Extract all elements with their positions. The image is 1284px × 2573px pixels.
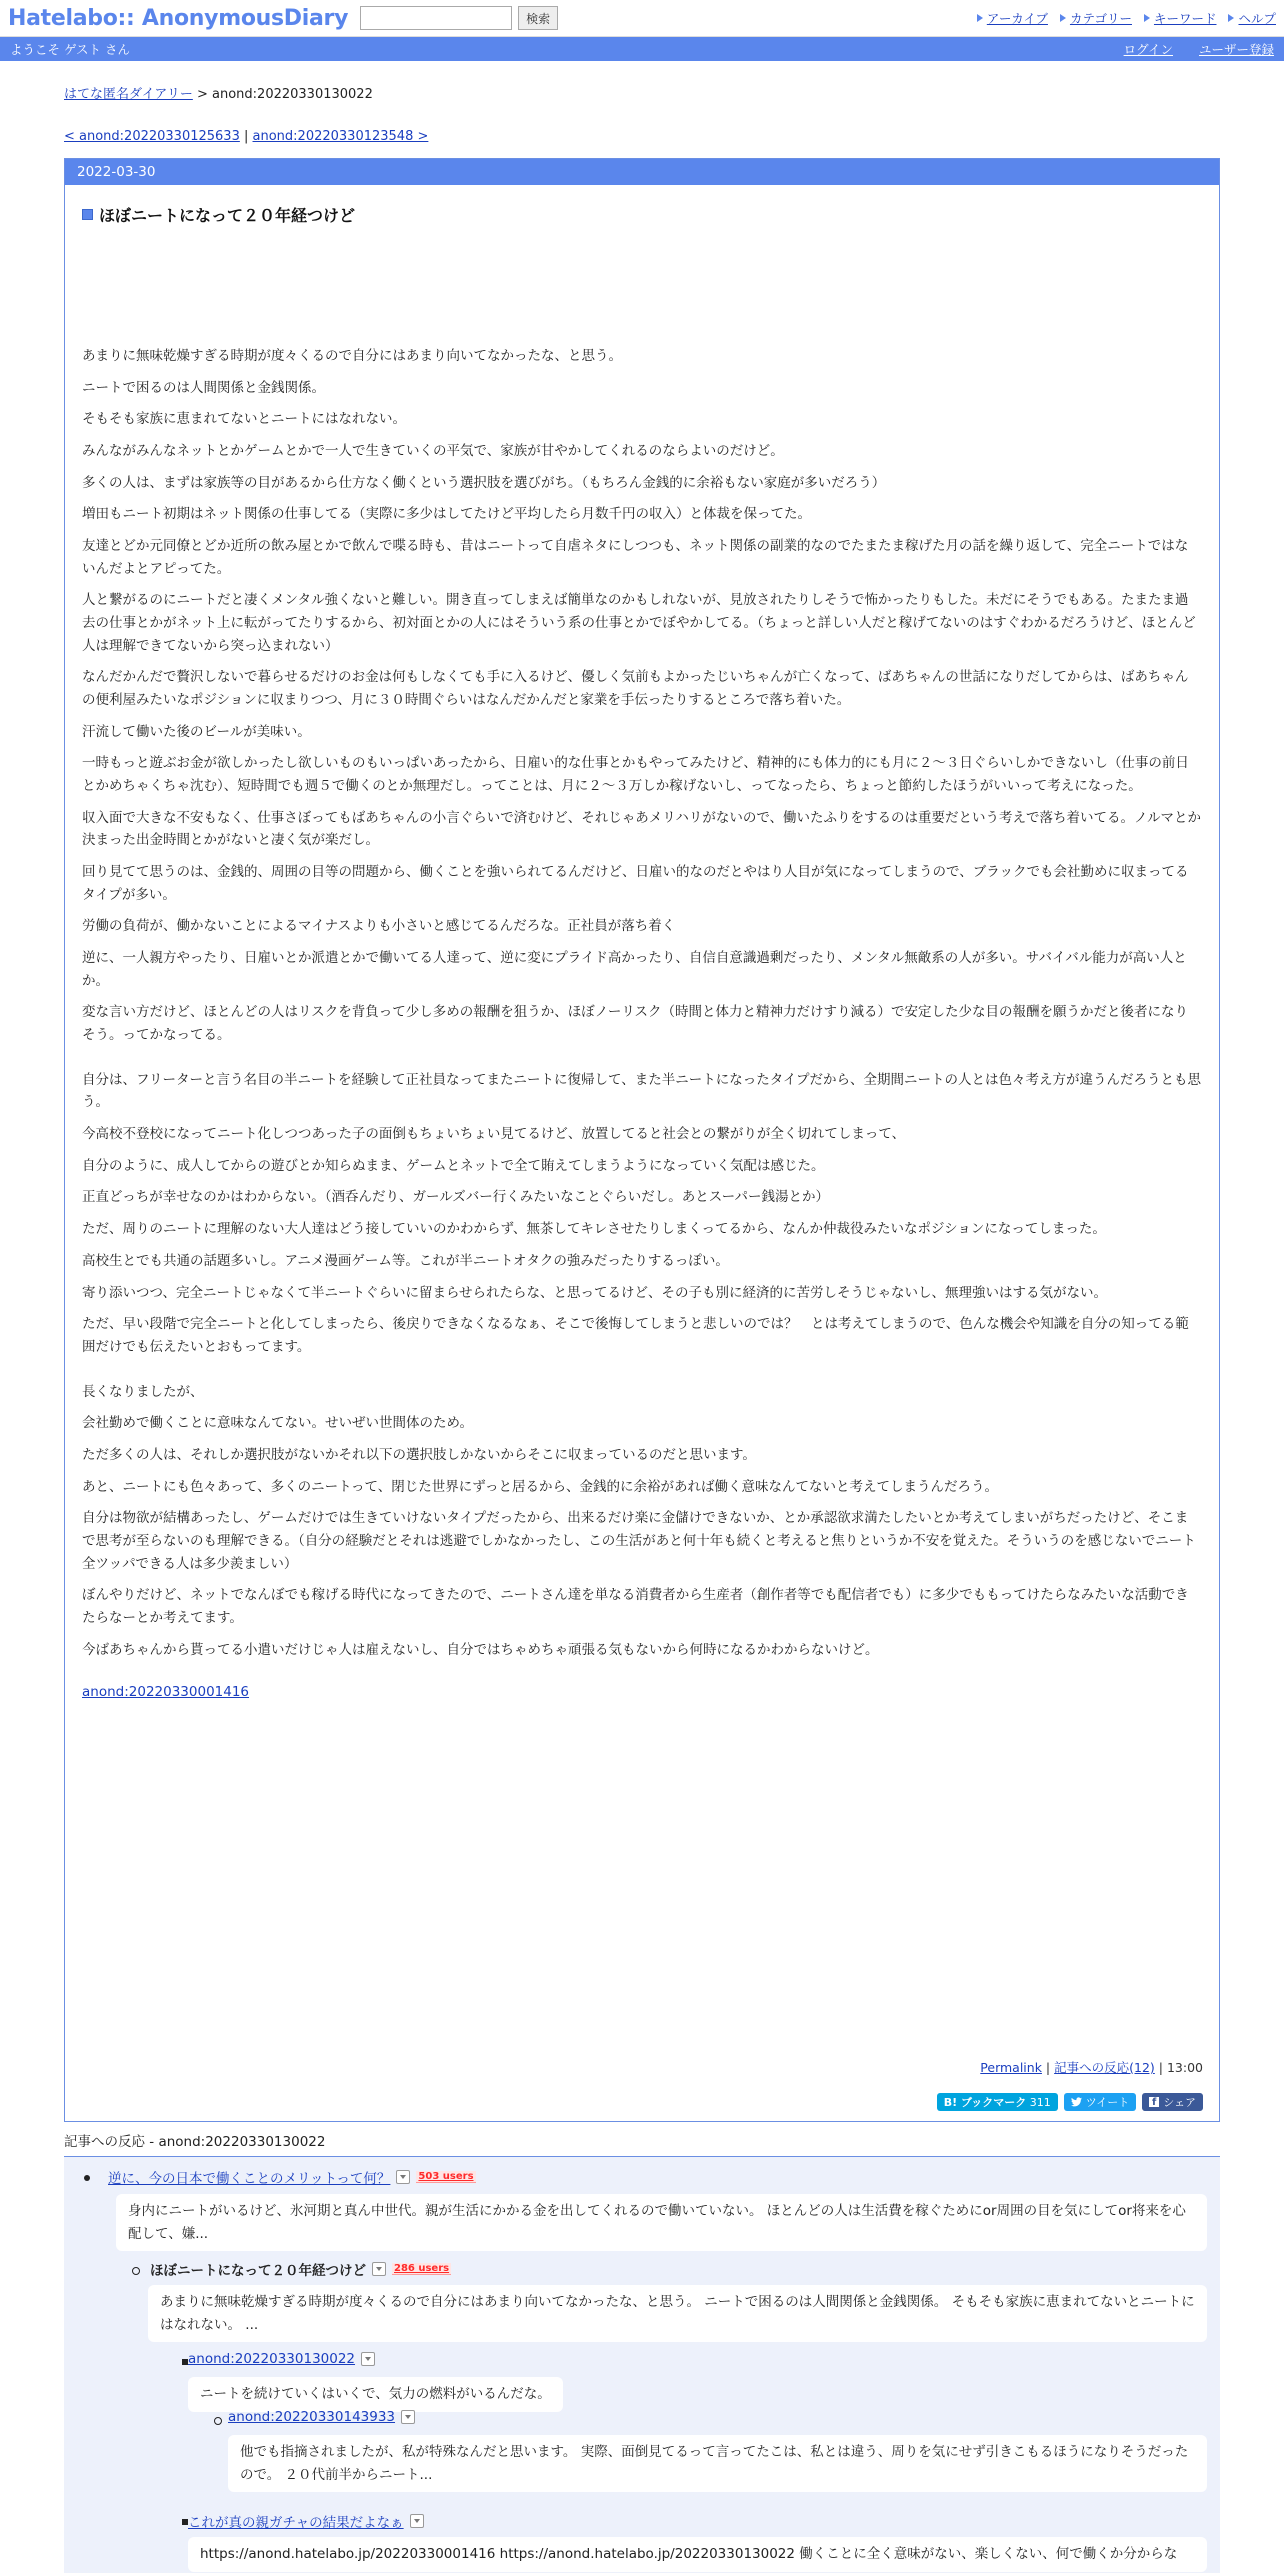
referenced-entry-link[interactable]: anond:20220330001416 bbox=[82, 1684, 250, 1701]
body-paragraph: 今高校不登校になってニート化しつつあった子の面倒もちょいちょい見てるけど、放置してると社会との繋がりが全く切れてしまって、 bbox=[82, 1126, 906, 1143]
breadcrumb-current: anond:20220330130022 bbox=[212, 87, 373, 102]
nav-category[interactable] bbox=[1058, 9, 1132, 27]
nav-category-link[interactable]: カテゴリー bbox=[1069, 11, 1132, 26]
share-buttons bbox=[937, 2093, 1203, 2111]
bullet-icon bbox=[84, 2175, 90, 2181]
register-link[interactable]: ユーザー登録 bbox=[1198, 42, 1274, 57]
entry-body bbox=[82, 345, 1201, 1700]
reaction-item bbox=[188, 2511, 424, 2531]
search-button[interactable]: 検索 bbox=[518, 6, 558, 30]
body-paragraph: 一時もっと遊ぶお金が欲しかったし欲しいものもいっぱいあったから、日雇い的な仕事とかもやってみたけど、精神的にも体力的にも月に２～３日ぐらいしかできないし（仕事の前日とかめちゃくちゃ沈む）、短時間でも週５で働くのとか無理だし。ってことは、月に２～３万しか稼げないし、ってなったら、ちょっと節約したほうがいいって考えになった。 bbox=[82, 755, 1189, 795]
prev-entry-link[interactable]: < anond:20220330125633 bbox=[64, 129, 240, 144]
twitter-icon bbox=[1071, 2097, 1082, 2107]
site-logo[interactable]: Hatelabo:: AnonymousDiary bbox=[8, 5, 349, 31]
reaction-link[interactable]: anond:20220330130022 bbox=[188, 2351, 356, 2367]
top-nav bbox=[975, 9, 1276, 27]
dropdown-icon[interactable] bbox=[361, 2352, 375, 2366]
entry-marker-icon[interactable] bbox=[82, 209, 93, 220]
reactions-link[interactable]: 記事への反応(12) bbox=[1054, 2060, 1155, 2075]
site-header bbox=[0, 0, 1284, 37]
body-paragraph: 逆に、一人親方やったり、日雇いとか派遣とかで働いてる人達って、逆に変にプライド高かったり、自信自意識過剰だったり、メンタル無敵系の人が多い。サバイバル能力が高い人とか。 bbox=[82, 950, 1187, 989]
body-paragraph: ニートで困るのは人間関係と金銭関係。 bbox=[82, 379, 325, 396]
arrow-icon bbox=[1226, 13, 1236, 23]
day-section bbox=[64, 158, 1220, 2122]
entry-footer: Permalink | 記事への反応(12) | 13:00 bbox=[980, 2060, 1203, 2075]
dropdown-icon[interactable] bbox=[396, 2170, 410, 2184]
reaction-title: ほぼニートになって２０年経つけど bbox=[150, 2263, 366, 2279]
bookmark-count: 311 bbox=[1029, 2095, 1051, 2109]
facebook-share-button[interactable] bbox=[1142, 2093, 1203, 2111]
body-paragraph: 多くの人は、まずは家族等の目があるから仕方なく働くという選択肢を選びがち。（もちろん金銭的に余裕もない家庭が多いだろう） bbox=[82, 474, 886, 491]
body-paragraph: 汗流して働いた後のビールが美味い。 bbox=[82, 723, 311, 740]
body-paragraph: 自分は物欲が結構あったし、ゲームだけでは生きていけないタイプだったから、出来るだけ楽に金儲けできないか、とか承認欲求満たしたいとか考えてしまいがちだったけど、そこまで思考が至らないのも理解できる。（自分の経験だとそれは逃避でしかなかったし、この生活があと何十年も続くと考えると焦りというか不安を覚えた。そういうのを感じないでニート全ツッパできる人は多少羨ましい） bbox=[82, 1510, 1196, 1572]
body-paragraph: 労働の負荷が、働かないことによるマイナスよりも小さいと感じてるんだろな。正社員が落ち着く bbox=[82, 918, 676, 935]
prev-next-nav bbox=[64, 129, 1220, 144]
body-paragraph: みんながみんなネットとかゲームとかで一人で生きていくの平気で、家族が甘やかしてくれるのならよいのだけど。 bbox=[82, 443, 784, 460]
user-count-badge[interactable]: 286 users bbox=[394, 2263, 450, 2274]
body-paragraph: 高校生とでも共通の話題多いし。アニメ漫画ゲーム等。これが半ニートオタクの強みだったりするっぽい。 bbox=[82, 1252, 729, 1269]
body-paragraph: 会社勤めで働くことに意味なんてない。せいぜい世間体のため。 bbox=[82, 1415, 473, 1432]
reaction-link[interactable]: anond:20220330143933 bbox=[228, 2409, 396, 2425]
arrow-icon bbox=[1142, 13, 1152, 23]
welcome-text: ようこそ ゲスト さん bbox=[10, 42, 130, 57]
reaction-quote: ニートを続けていくはいくで、気力の燃料がいるんだな。 bbox=[188, 2377, 563, 2412]
body-paragraph: なんだかんだで贅沢しないで暮らせるだけのお金は何もしなくても手に入るけど、優しく気前もよかったじいちゃんが亡くなって、ばあちゃんの世話になりだしてからは、ばあちゃんの便利屋みたいなポジションに収まりつつ、月に３０時間ぐらいはなんだかんだと家業を手伝ったりするところで落ち着いた。 bbox=[82, 669, 1189, 709]
body-paragraph: あまりに無味乾燥すぎる時期が度々くるので自分にはあまり向いてなかったな、と思う。 bbox=[82, 348, 622, 364]
entry-time: 13:00 bbox=[1166, 2060, 1203, 2075]
dropdown-icon[interactable] bbox=[401, 2410, 415, 2424]
login-link[interactable]: ログイン bbox=[1123, 42, 1173, 57]
body-paragraph: ただ、早い段階で完全ニートと化してしまったら、後戻りできなくなるなぁ、そこで後悔してしまうと悲しいのでは？ とは考えてしまうので、色んな機会や知識を自分の知ってる範囲だけでも伝えたいとおもってます。 bbox=[82, 1316, 1189, 1355]
breadcrumb-home[interactable]: はてな匿名ダイアリー bbox=[64, 87, 193, 102]
reaction-quote: 身内にニートがいるけど、氷河期と真ん中世代。親が生活にかかる金を出してくれるので働いていない。 ほとんどの人は生活費を稼ぐためにor周囲の目を気にしてor将来を心配して、嫌... bbox=[116, 2194, 1207, 2251]
bookmark-label: B! ブックマーク bbox=[943, 2096, 1027, 2109]
entry-title-text: ほぼニートになって２０年経つけど bbox=[99, 206, 356, 225]
next-entry-link[interactable]: anond:20220330123548 > bbox=[252, 129, 429, 144]
reaction-link[interactable]: 逆に、今の日本で働くことのメリットって何？ bbox=[108, 2171, 391, 2187]
reactions-tree bbox=[64, 2157, 1220, 2573]
body-paragraph: 寄り添いつつ、完全ニートじゃなくて半ニートぐらいに留まらせられたらな、と思ってるけど、その子も別に経済的に苦労しそうじゃないし、無理強いはする気がない。 bbox=[82, 1284, 1108, 1301]
body-paragraph: 回り見てて思うのは、金銭的、周囲の目等の問題から、働くことを強いられてるんだけど、日雇い的なのだとやはり人目が気になってしまうので、ブラックでも会社勤めに収まってるタイプが多い。 bbox=[82, 864, 1189, 903]
facebook-icon: f bbox=[1149, 2097, 1159, 2107]
reaction-item bbox=[188, 2351, 375, 2367]
breadcrumb bbox=[64, 83, 1220, 102]
dropdown-icon[interactable] bbox=[372, 2262, 386, 2276]
bullet-icon bbox=[132, 2267, 140, 2275]
reaction-quote: https://anond.hatelabo.jp/20220330001416 https://anond.hatelabo.jp/20220330130022 働くことに全く意味がない、楽しくない、何で働くか分からな bbox=[188, 2537, 1207, 2572]
reaction-quote: あまりに無味乾燥すぎる時期が度々くるので自分にはあまり向いてなかったな、と思う。 ニートで困るのは人間関係と金銭関係。 そもそも家族に恵まれてないとニートにはなれない。 ... bbox=[148, 2285, 1207, 2342]
nav-keyword[interactable] bbox=[1142, 9, 1217, 27]
user-bar bbox=[0, 37, 1284, 61]
body-paragraph: 自分は、フリーターと言う名目の半ニートを経験して正社員なってまたニートに復帰して、また半ニートになったタイプだから、全期間ニートの人とは色々考え方が違うんだろうとも思う。 bbox=[82, 1071, 1202, 1111]
body-paragraph: 長くなりましたが、 bbox=[82, 1383, 204, 1400]
nav-help-link[interactable]: ヘルプ bbox=[1238, 11, 1276, 26]
body-paragraph: 正直どっちが幸せなのかはわからない。（酒呑んだり、ガールズバー行くみたいなことぐらいだし。あとスーパー銭湯とか） bbox=[82, 1189, 829, 1206]
body-paragraph: ぼんやりだけど、ネットでなんぼでも稼げる時代になってきたので、ニートさん達を単なる消費者から生産者（創作者等でも配信者でも）に多少でももってけたらなみたいな活動できたらなーとか考えてます。 bbox=[82, 1587, 1189, 1626]
body-paragraph: 人と繋がるのにニートだと凄くメンタル強くないと難しい。開き直ってしまえば簡単なのかもしれないが、見放されたりしそうで怖かったりもした。未だにそうでもある。たまたま過去の仕事とかがネット上に転がってたりするから、初対面とかの人にはそういう系の仕事とかでぼやかしてる。（ちょっと詳しい人だと稼げてないのはすぐわかるだろうけど、ほとんど人は理解できてないから突っ込まれない） bbox=[82, 592, 1196, 654]
body-paragraph: 増田もニート初期はネット関係の仕事してる（実際に多少はしてたけど平均したら月数千円の収入）と体裁を保ってた。 bbox=[82, 506, 811, 523]
permalink[interactable]: Permalink bbox=[980, 2060, 1042, 2075]
body-paragraph: 友達とどか元同僚とどか近所の飲み屋とかで飲んで喋る時も、昔はニートって自虐ネタにしつつも、ネット関係の副業的なのでたまたま稼げた月の話を繰り返して、完全ニートではないんだよとアピってた。 bbox=[82, 538, 1189, 577]
breadcrumb-separator: > bbox=[192, 87, 213, 102]
entry-title bbox=[82, 203, 1201, 226]
facebook-label: シェア bbox=[1163, 2096, 1196, 2109]
body-paragraph: 収入面で大きな不安もなく、仕事さぼってもばあちゃんの小言ぐらいで済むけど、それじゃあメリハリがないので、働いたふりをするのは重要だという考えで落ち着いてる。ノルマとか決まった出金時間とかがないと凄く気が楽だし。 bbox=[82, 809, 1202, 849]
reaction-item bbox=[108, 2167, 476, 2187]
body-paragraph: あと、ニートにも色々あって、多くのニートって、閉じた世界にずっと居るから、金銭的に余裕があれば働く意味なんてないと考えてしまうんだろう。 bbox=[82, 1478, 998, 1495]
nav-help[interactable] bbox=[1226, 9, 1276, 27]
body-paragraph: 自分のように、成人してからの遊びとか知らぬまま、ゲームとネットで全て賄えてしまうようになっていく気配は感じた。 bbox=[82, 1157, 825, 1174]
main-content bbox=[64, 83, 1220, 2573]
arrow-icon bbox=[1058, 13, 1068, 23]
day-date: 2022-03-30 bbox=[65, 159, 1219, 185]
entry bbox=[65, 185, 1219, 1700]
body-paragraph: そもそも家族に恵まれてないとニートにはなれない。 bbox=[82, 411, 406, 428]
bullet-icon bbox=[214, 2417, 222, 2425]
body-paragraph: ただ多くの人は、それしか選択肢がないかそれ以下の選択肢しかないからそこに収まっているのだと思います。 bbox=[82, 1446, 756, 1463]
nav-keyword-link[interactable]: キーワード bbox=[1153, 11, 1217, 26]
reaction-quote: 他でも指摘されましたが、私が特殊なんだと思います。 実際、面倒見てるって言ってたこは、私とは違う、周りを気にせず引きこもるほうになりそうだったので。 ２０代前半からニート... bbox=[228, 2435, 1207, 2492]
reaction-item bbox=[150, 2259, 451, 2279]
prev-next-separator: | bbox=[239, 129, 253, 144]
body-paragraph: 今ばあちゃんから貰ってる小遣いだけじゃ人は雇えないし、自分ではちゃめちゃ頑張る気もないから何時になるかわからないけど。 bbox=[82, 1641, 879, 1658]
arrow-icon bbox=[975, 13, 985, 23]
body-paragraph: 変な言い方だけど、ほとんどの人はリスクを背負って少し多めの報酬を狙うか、ほぼノーリスク（時間と体力と精神力だけすり減る）で安定した少な目の報酬を願うかだと後者になりそう。ってかなってる。 bbox=[82, 1004, 1189, 1044]
search-input[interactable] bbox=[360, 6, 512, 30]
tweet-button[interactable] bbox=[1064, 2093, 1136, 2111]
reaction-link[interactable]: これが真の親ガチャの結果だよなぁ bbox=[188, 2515, 404, 2531]
tweet-label: ツイート bbox=[1085, 2096, 1130, 2109]
nav-archive-link[interactable]: アーカイブ bbox=[986, 11, 1048, 26]
user-count-badge[interactable]: 503 users bbox=[418, 2171, 474, 2182]
body-paragraph: ただ、周りのニートに理解のない大人達はどう接していいのかわからず、無茶してキレさせたりしまくってるから、なんか仲裁役みたいなポジションになってしまった。 bbox=[82, 1221, 1106, 1238]
hatena-bookmark-button[interactable] bbox=[937, 2093, 1058, 2111]
dropdown-icon[interactable] bbox=[410, 2514, 424, 2528]
reactions-heading: 記事への反応 - anond:20220330130022 bbox=[64, 2130, 1220, 2157]
nav-archive[interactable] bbox=[975, 9, 1048, 27]
reaction-item bbox=[228, 2409, 415, 2425]
